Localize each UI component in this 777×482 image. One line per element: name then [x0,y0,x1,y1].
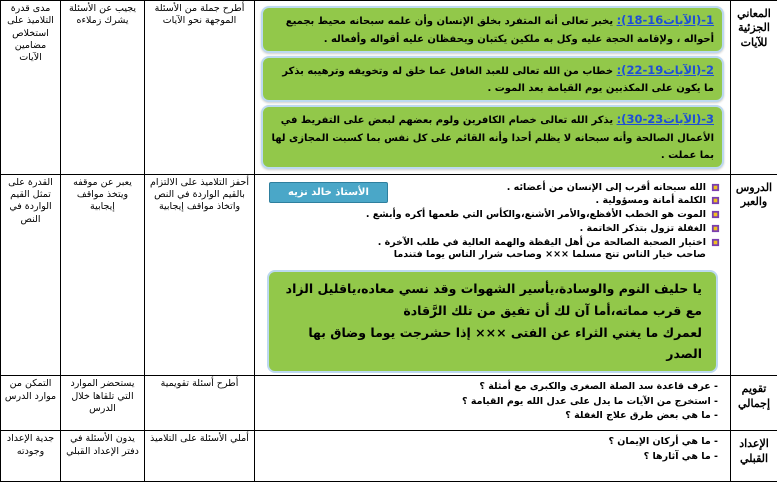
evaluation-cell: جدية الإعداد وجودته [1,431,61,482]
strategy-cell: أحفز التلاميذ على الالتزام بالقيم الواردة في النص واتخاذ مواقف إيجابية [145,174,255,376]
list-item: - عرف قاعدة سد الصلة الصغرى والكبرى مع أمثلة ؟ [257,380,718,394]
verse-text: يخبر تعالى أنه المتفرد بخلق الإنسان وأن علمه سبحانه محيط بجميع أحواله ، ولإقامة الحجة عليه وكل به ملكين يكتبان ويحفظان عليه أقواله وأفعاله . [286,16,714,45]
content-cell [255,376,731,431]
bullet-icon [711,196,720,205]
row-header: الإعداد القبلي [731,431,777,482]
student-activity-cell: يجيب عن الأسئلة يشرك زملاءه [61,1,145,175]
lessons-list [257,181,720,250]
verse-ref: 3-(الآيات23-30): [617,112,714,126]
bullet-icon [711,183,720,192]
evaluation-cell: مدى قدرة التلاميذ على استخلاص مضامين الآيات [1,1,61,175]
questions-list [257,435,718,464]
verse-box-1 [261,6,724,53]
teacher-badge: الأستاذ خالد نزيه [269,182,388,203]
student-activity-cell: يستحضر الموارد التي تلقاها خلال الدرس [61,376,145,431]
list-item: الموت هو الخطب الأفظع،والأمر الأشنع،والكأس التي طعمها أكره وأبشع . [257,208,720,222]
poem-line: صاحب خيار الناس تنج مسلما ××× وصاحب شرار الناس يوما فتندما [257,249,706,261]
bullet-icon [711,238,720,247]
evaluation-cell: القدرة على تمثل القيم الواردة في النص [1,174,61,376]
verse-box-2 [261,56,724,103]
list-item: - استخرج من الآيات ما يدل على عدل الله يوم القيامة ؟ [257,395,718,409]
strategy-cell: أملي الأسئلة على التلاميذ [145,431,255,482]
student-activity-cell: يعبر عن موقفه ويتخذ مواقف إيجابية [61,174,145,376]
list-item: - ما هي أركان الإيمان ؟ [257,435,718,449]
row-header: المعاني الجزئية للآيات [731,1,777,175]
row-lessons [1,174,777,376]
list-item: اختيار الصحبة الصالحة من أهل اليقظة والهمة العالية في طلب الآخرة . [257,236,720,250]
strategy-cell: أطرح جملة من الأسئلة الموجهة نحو الآيات [145,1,255,175]
verse-text: يذكر الله تعالى خصام الكافرين ولوم بعضهم لبعض على التفريط في الأعمال الصالحة وأنه سبحانه لا يظلم أحدا وأنه القائم على كل نفس بما كسبت المجازى لها بما عملت . [271,115,714,161]
row-prior-preparation [1,431,777,482]
content-cell [255,431,731,482]
student-activity-cell: يدون الأسئلة في دفتر الإعداد القبلي [61,431,145,482]
poem-line: يا حليف النوم والوسادة،يأسير الشهوات وقد نسي معاده،ياقليل الزاد مع قرب مماته،أما آن لك أن تفيق من تلك الرَّقادة [283,278,702,322]
list-item: - ما هي آثارها ؟ [257,450,718,464]
row-header: الدروس والعبر [731,174,777,376]
row-partial-meanings [1,1,777,175]
list-item: الكلمة أمانة ومسؤولية . [257,194,720,208]
list-item: الغفلة تزول بتذكر الخاتمة . [257,222,720,236]
strategy-cell: أطرح أسئلة تقويمية [145,376,255,431]
verse-ref: 1-(الآيات16-18): [617,13,714,27]
row-header: تقويم إجمالي [731,376,777,431]
evaluation-cell: التمكن من موارد الدرس [1,376,61,431]
verse-ref: 2-(الآيات19-22): [617,63,714,77]
row-summative-evaluation [1,376,777,431]
verse-box-3 [261,105,724,169]
bullet-icon [711,210,720,219]
verse-text: خطاب من الله تعالى للعبد الغافل عما خلق له وتخويفه وترهيبه بذكر ما يكون على المكذبين يوم القيامة بعد الموت . [282,66,714,95]
content-cell [255,1,731,175]
poem-line: لعمرك ما يغني الثراء عن الفتى ××× إذا حشرجت يوما وضاق بها الصدر [283,322,702,366]
questions-list [257,380,718,423]
bullet-icon [711,224,720,233]
content-cell [255,174,731,376]
list-item: - ما هي بعض طرق علاج الغفلة ؟ [257,409,718,423]
list-item: الله سبحانه أقرب إلى الإنسان من أعضائه . [257,181,720,195]
poem-box [267,270,718,374]
